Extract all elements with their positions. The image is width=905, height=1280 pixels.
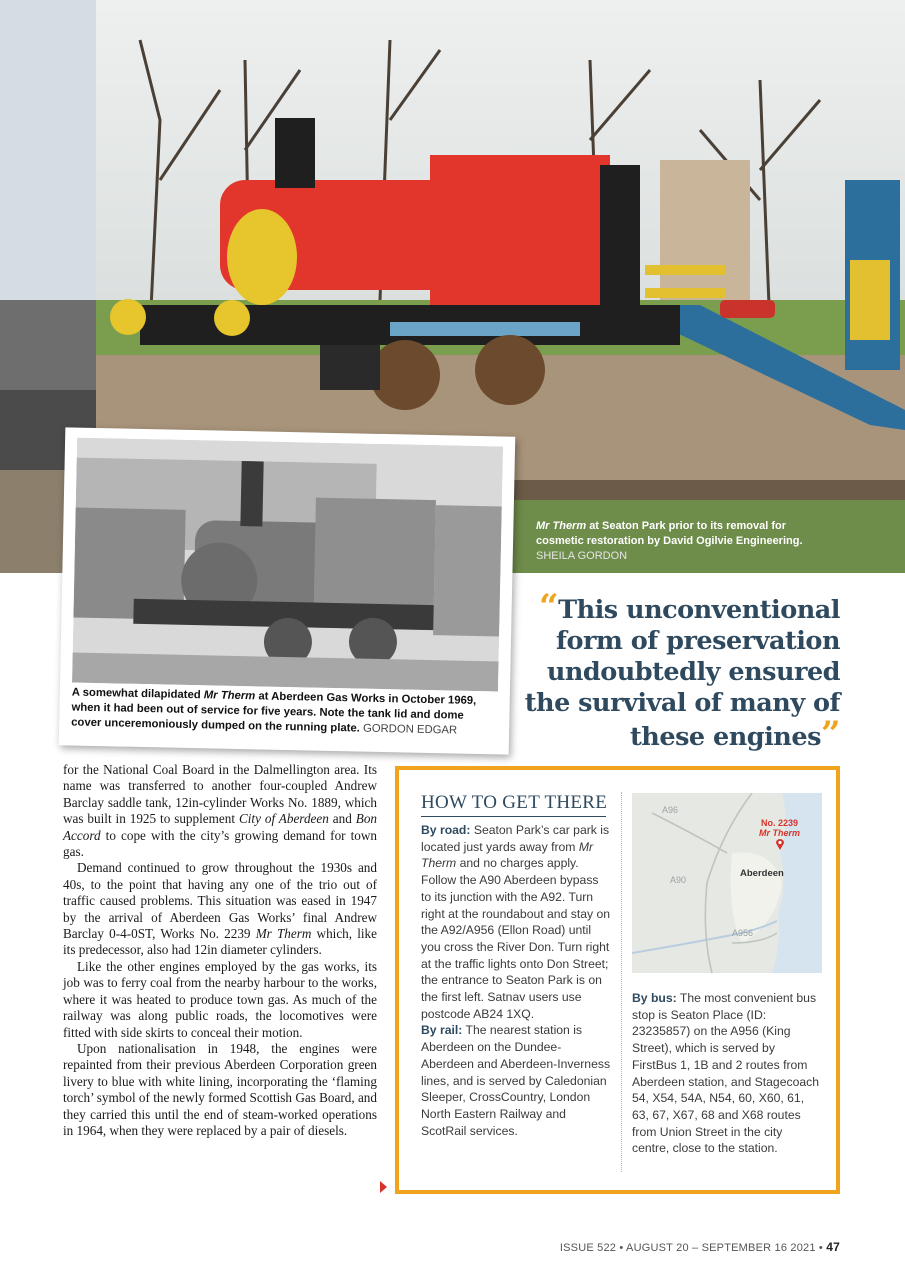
- infobox-left-column: [421, 822, 611, 1139]
- body-paragraph-2: [63, 860, 377, 958]
- archive-caption-lead: A somewhat dilapidated: [71, 686, 201, 702]
- pull-quote: [515, 587, 840, 754]
- body-text: which, like its predecessor, also had 12in diameter cylinders.: [63, 926, 377, 958]
- infobox-column-divider: [621, 792, 622, 1172]
- infobox-right-column: [632, 990, 822, 1157]
- road-italic: Mr Therm: [421, 839, 594, 871]
- map-road-label-a90: A90: [670, 875, 687, 885]
- body-italic: Mr Therm: [255, 926, 312, 942]
- hero-caption-text: at Seaton Park prior to its removal for cosmetic restoration by David Ogilvie Engineering.: [536, 520, 803, 547]
- body-text: to cope with the city’s growing demand for town gas.: [63, 827, 377, 860]
- archive-photo: [59, 427, 516, 754]
- map-town-label: Aberdeen: [740, 868, 784, 879]
- infobox-title-rule: [421, 816, 606, 817]
- hero-caption: [536, 519, 836, 564]
- archive-caption-credit: GORDON EDGAR: [362, 722, 458, 737]
- map-road-label-a96: A96: [662, 805, 679, 815]
- body-italic: Bon Accord: [63, 811, 378, 843]
- open-quote-mark: “: [539, 587, 559, 627]
- body-paragraph-3: Like the other engines employed by the gas works, its job was to ferry coal from the nearby harbour to the works, where it was heated to produce town gas. As much of the railway was along public roads, the locomotives were fitted with side skirts to conceal their motion.: [63, 958, 377, 1040]
- page-number: 47: [826, 1240, 840, 1254]
- archive-caption: [71, 686, 482, 740]
- map-road-label-a956: A956: [732, 928, 754, 938]
- map-pin-icon: [775, 838, 785, 850]
- archive-caption-name: Mr Therm: [203, 689, 256, 703]
- map-loco-number: No. 2239: [760, 818, 799, 828]
- archive-caption-text: at Aberdeen Gas Works in October 1969, when it had been out of service for five years. Note the tank lid and dome cover unceremoniously dumped on the running plate.: [71, 690, 477, 735]
- page-footer: [540, 1240, 840, 1254]
- body-italic: City of Aberdeen: [238, 811, 329, 827]
- road-text: Seaton Park’s car park is located just yards away from: [421, 823, 610, 854]
- body-text: Demand continued to grow throughout the 1930s and 40s, to the point that having any one of the trio out of traffic caused problems. This situation was eased in 1947 by the arrival of Aberdeen Gas Works’ final Andrew Barclay 0-4-0ST, Works No. 2239: [63, 860, 377, 942]
- location-map: [632, 793, 822, 973]
- article-body: [63, 762, 377, 1139]
- close-quote-mark: ”: [820, 714, 840, 754]
- end-of-article-marker: [380, 1181, 387, 1193]
- hero-caption-credit: SHEILA GORDON: [536, 550, 628, 562]
- body-paragraph-4: Upon nationalisation in 1948, the engines were repainted from their previous Aberdeen Corporation green livery to blue with white lining, incorporating the ‘flaming torch’ symbol of the newly formed Scottish Gas Board, and they carried this until the end of steam-worked operations in 1964, when they were replaced by a pair of diesels.: [63, 1040, 377, 1138]
- hero-caption-name: Mr Therm: [536, 520, 587, 532]
- bus-label: By bus:: [632, 991, 677, 1005]
- body-text: and: [332, 811, 352, 827]
- pull-quote-text: This unconventional form of preservation undoubtedly ensured the survival of many of these engines: [524, 595, 840, 752]
- body-text: for the National Coal Board in the Dalmellington area. Its name was transferred to another four-coupled Andrew Barclay saddle tank, 12in-cylinder Works No. 1889, which was built in 1925 to supplement: [63, 762, 377, 827]
- footer-issue: ISSUE 522 • AUGUST 20 – SEPTEMBER 16 2021 •: [559, 1242, 823, 1254]
- road-text-cont: and no charges apply. Follow the A90 Aberdeen bypass to its junction with the A92. Turn right at the roundabout and stay on the A92/A956 (Ellon Road) until you cross the River Don. Turn right at the traffic lights onto Don Street; the entrance to Seaton Park is on the first left. Satnav users use postcode AB24 1XQ.: [421, 856, 611, 1021]
- bus-text: The most convenient bus stop is Seaton Place (ID: 23235857) on the A956 (King Street), which is served by FirstBus 1, 1B and 2 routes from Aberdeen station, and Stagecoach 54, X54, 54A, N54, 60, X60, 61, 63, 67, X67, 68 and X68 routes from Union Street in the city centre, close to the station.: [632, 991, 820, 1156]
- how-to-get-there-box: [395, 766, 840, 1194]
- map-loco-name: Mr Therm: [759, 828, 801, 838]
- rail-label: By rail:: [421, 1023, 463, 1038]
- archive-image: [72, 438, 503, 692]
- rail-text: The nearest station is Aberdeen on the Dundee-Aberdeen and Aberdeen-Inverness lines, and is served by Caledonian Sleeper, CrossCountry, London North Eastern Railway and ScotRail services.: [421, 1023, 611, 1138]
- body-paragraph-1: [63, 762, 377, 860]
- infobox-title: HOW TO GET THERE: [421, 792, 608, 813]
- road-label: By road:: [421, 823, 471, 837]
- map-location-marker: [759, 818, 800, 852]
